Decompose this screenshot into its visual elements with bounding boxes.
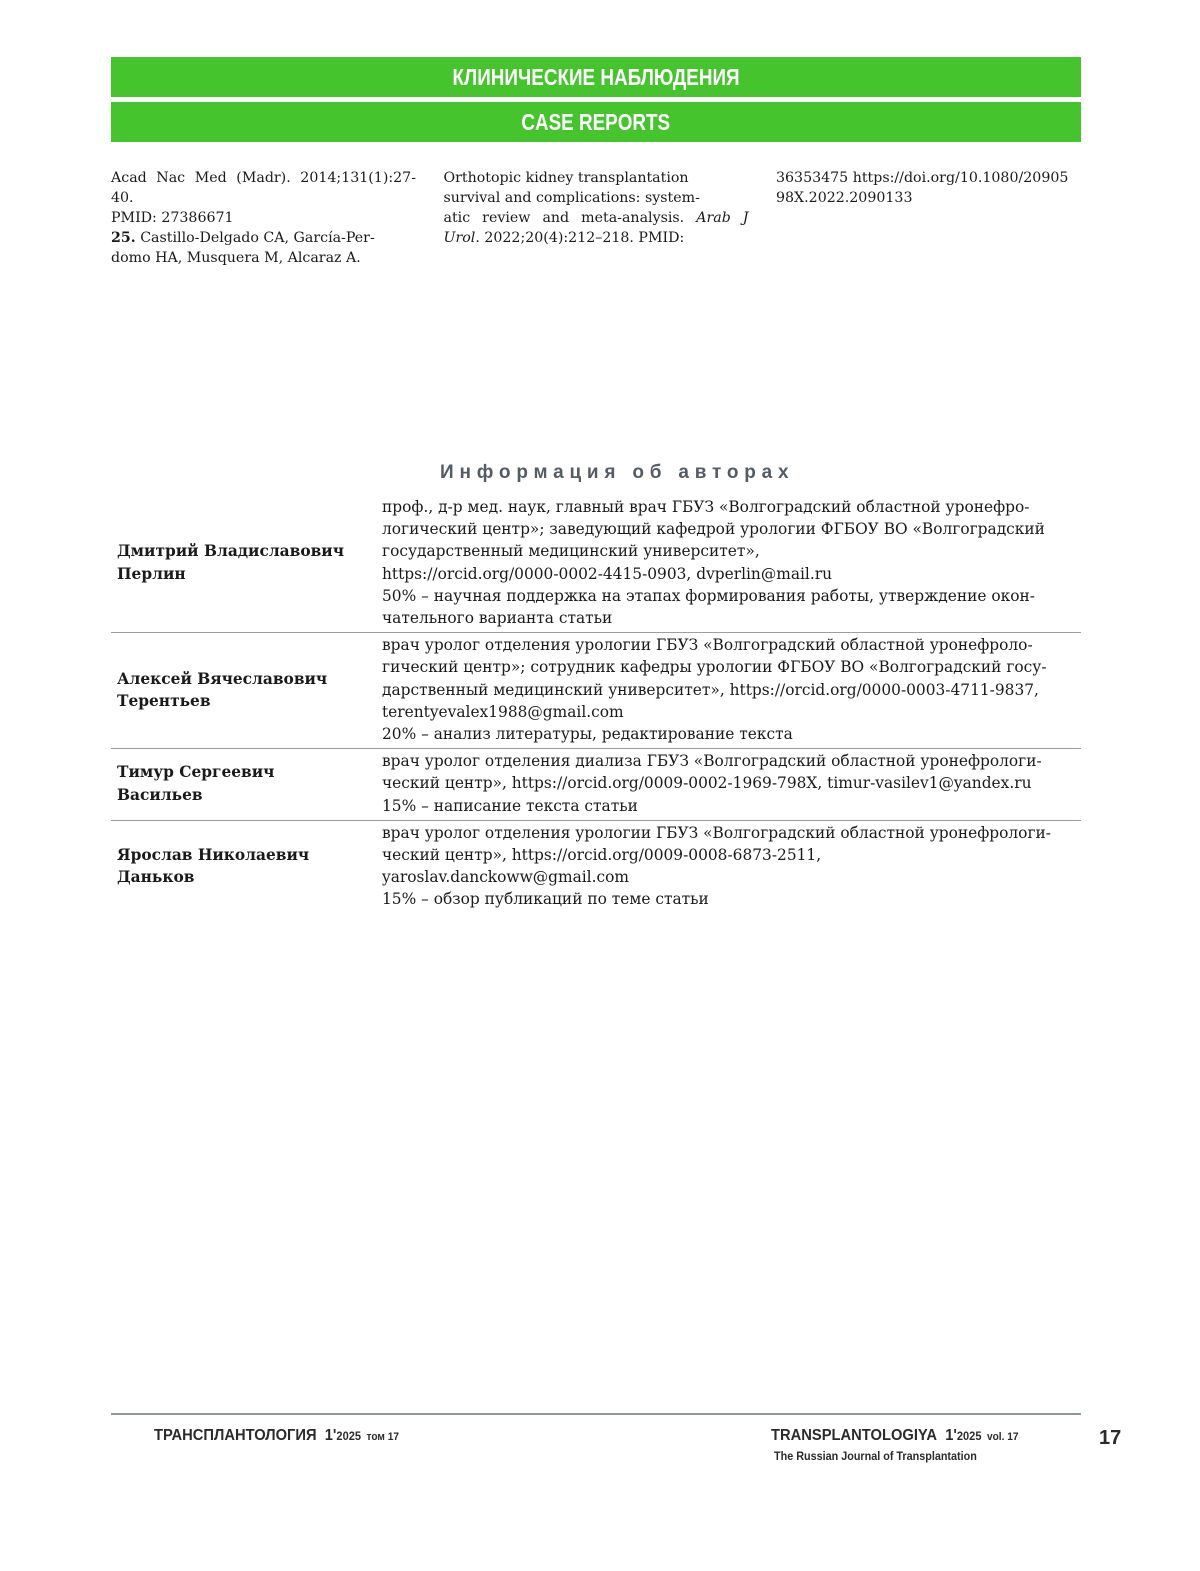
info-line: логический центр»; заведующий кафедрой урологии ФГБОУ ВО «Волгоградский	[382, 520, 1045, 539]
author-name: Ярослав Николаевич Даньков	[111, 820, 382, 913]
year-ru: 2025	[336, 1429, 361, 1443]
info-line: врач уролог отделения диализа ГБУЗ «Волгоградский областной уронефрологи-	[382, 752, 1042, 771]
references	[111, 168, 1081, 268]
authors-table	[111, 495, 1081, 914]
issue-en: 1'	[945, 1427, 957, 1444]
ref-line: Orthotopic kidney transplantation	[443, 170, 689, 186]
info-line: https://orcid.org/0000-0002-4415-0903, dvperlin@mail.ru	[382, 564, 833, 583]
ref-journal: Arab J Urol	[443, 210, 749, 246]
author-info	[382, 820, 1081, 913]
footer-subtitle-en: The Russian Journal of Transplantation	[774, 1449, 977, 1463]
ref-text: . 2022;20(4):212–218. PMID:	[475, 230, 685, 246]
info-line: 15% – обзор публикаций по теме статьи	[382, 890, 709, 909]
author-name: Алексей Вячеславович Терентьев	[111, 633, 382, 749]
info-line: дарственный медицинский университет», https://orcid.org/0000-0003-4711-9837,	[382, 680, 1039, 699]
journal-name-ru: ТРАНСПЛАНТОЛОГИЯ	[154, 1427, 317, 1444]
year-en: 2025	[956, 1429, 982, 1443]
info-line: чательного варианта статьи	[382, 609, 613, 628]
volume-ru: том 17	[366, 1431, 399, 1443]
info-line: проф., д-р мед. наук, главный врач ГБУЗ «Волгоградский областной уронефро-	[382, 498, 1030, 516]
footer-journal-en	[771, 1427, 1040, 1445]
info-line: ческий центр», https://orcid.org/0009-0002-1969-798X, timur-vasilev1@yandex.ru	[382, 774, 1032, 793]
ref-line: Acad Nac Med (Madr). 2014;131(1):27-40.	[111, 170, 416, 206]
info-line: 15% – написание текста статьи	[382, 796, 638, 815]
author-info	[382, 495, 1081, 633]
author-name: Дмитрий Владиславович Перлин	[117, 542, 344, 583]
ref-text: Castillo-Delgado CA, García-Per-	[135, 230, 375, 246]
info-line: государственный медицинский университет»,	[382, 542, 760, 561]
references-col-2	[444, 168, 749, 268]
issue-ru: 1'	[324, 1427, 337, 1444]
info-line: terentyevalex1988@gmail.com	[382, 702, 624, 721]
footer-journal-ru	[154, 1427, 420, 1445]
section-banner-ru	[111, 57, 1081, 97]
info-line: yaroslav.danckoww@gmail.com	[382, 868, 629, 887]
author-row	[111, 633, 1081, 749]
author-info	[382, 749, 1081, 821]
ref-line	[111, 228, 416, 248]
references-col-3	[776, 168, 1081, 268]
ref-number: 25.	[111, 230, 136, 246]
author-row	[111, 820, 1081, 913]
ref-line	[444, 208, 749, 248]
references-col-1	[111, 168, 416, 268]
volume-en: vol. 17	[986, 1431, 1019, 1443]
info-line: врач уролог отделения урологии ГБУЗ «Волгоградский областной уронефроло-	[382, 636, 1033, 655]
author-name: Тимур Сергеевич Васильев	[111, 749, 382, 821]
ref-line: domo HA, Musquera M, Alcaraz A.	[111, 250, 361, 266]
ref-line: 36353475 https://doi.org/10.1080/20905	[776, 170, 1069, 186]
info-line: ческий центр», https://orcid.org/0009-0008-6873-2511,	[382, 846, 822, 865]
ref-line: PMID: 27386671	[111, 210, 234, 226]
section-title-en: CASE REPORTS	[521, 108, 671, 135]
info-line: 50% – научная поддержка на этапах формирования работы, утверждение окон-	[382, 586, 1035, 605]
footer-divider	[111, 1413, 1081, 1415]
info-line: гический центр»; сотрудник кафедры урологии ФГБОУ ВО «Волгоградский госу-	[382, 658, 1047, 677]
section-title-ru: КЛИНИЧЕСКИЕ НАБЛЮДЕНИЯ	[452, 63, 740, 90]
ref-line: survival and complications: system-	[443, 190, 700, 206]
ref-text: atic review and meta-analysis.	[443, 210, 697, 226]
page-number: 17	[1099, 1427, 1122, 1449]
journal-name-en: TRANSPLANTOLOGIYA	[771, 1427, 938, 1444]
author-row	[111, 495, 1081, 633]
author-row	[111, 749, 1081, 821]
info-line: 20% – анализ литературы, редактирование текста	[382, 725, 793, 744]
info-line: врач уролог отделения урологии ГБУЗ «Волгоградский областной уронефрологи-	[382, 823, 1051, 842]
authors-heading: Информация об авторах	[440, 462, 795, 483]
author-info	[382, 633, 1081, 749]
ref-line: 98X.2022.2090133	[776, 190, 913, 206]
section-banner-en	[111, 102, 1081, 142]
